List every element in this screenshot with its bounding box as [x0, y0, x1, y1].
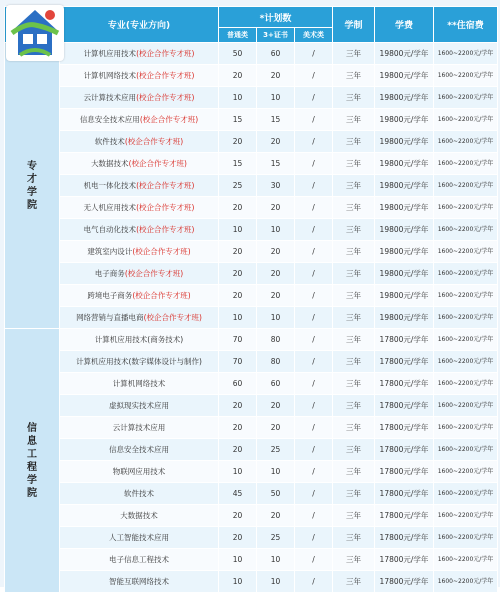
major-cell [60, 219, 219, 241]
table-row [5, 483, 498, 505]
dorm-fee-cell: 1600~2200元/学年 [434, 483, 498, 505]
major-name: 计算机网络技术 [83, 71, 137, 80]
dorm-fee-cell: 1600~2200元/学年 [434, 219, 498, 241]
plan-regular-cell: 10 [219, 307, 257, 329]
plan-3plus-cell: 20 [257, 505, 295, 527]
plan-regular-cell: 20 [219, 285, 257, 307]
table-row [5, 131, 498, 153]
table-row [5, 571, 498, 593]
plan-3plus-cell: 50 [257, 483, 295, 505]
years-cell: 三年 [333, 461, 375, 483]
plan-art-cell: / [295, 483, 333, 505]
tuition-cell: 17800元/学年 [375, 351, 434, 373]
plan-regular-cell: 20 [219, 505, 257, 527]
plan-3plus-cell: 10 [257, 571, 295, 593]
dorm-fee-cell: 1600~2200元/学年 [434, 549, 498, 571]
tuition-cell: 17800元/学年 [375, 329, 434, 351]
major-cell [60, 527, 219, 549]
header-system: 学制 [333, 7, 375, 43]
tuition-cell: 17800元/学年 [375, 439, 434, 461]
years-cell: 三年 [333, 219, 375, 241]
major-cell [60, 461, 219, 483]
major-cell [60, 395, 219, 417]
years-cell: 三年 [333, 417, 375, 439]
table-row [5, 505, 498, 527]
years-cell: 三年 [333, 373, 375, 395]
table-row [5, 439, 498, 461]
plan-art-cell: / [295, 219, 333, 241]
plan-regular-cell: 45 [219, 483, 257, 505]
plan-art-cell: / [295, 197, 333, 219]
tuition-cell: 17800元/学年 [375, 417, 434, 439]
major-cell [60, 373, 219, 395]
plan-3plus-cell: 20 [257, 241, 295, 263]
table-row [5, 241, 498, 263]
plan-art-cell: / [295, 571, 333, 593]
years-cell: 三年 [333, 571, 375, 593]
tuition-cell: 19800元/学年 [375, 219, 434, 241]
table-row [5, 461, 498, 483]
dorm-fee-cell: 1600~2200元/学年 [434, 65, 498, 87]
plan-art-cell: / [295, 109, 333, 131]
plan-art-cell: / [295, 395, 333, 417]
years-cell: 三年 [333, 307, 375, 329]
dorm-fee-cell: 1600~2200元/学年 [434, 395, 498, 417]
major-tag: (校企合作专才班) [143, 313, 202, 322]
plan-3plus-cell: 80 [257, 351, 295, 373]
major-cell [60, 483, 219, 505]
plan-art-cell: / [295, 461, 333, 483]
plan-3plus-cell: 20 [257, 65, 295, 87]
plan-art-cell: / [295, 241, 333, 263]
table-body [5, 43, 498, 593]
major-name: 建筑室内设计 [87, 247, 133, 256]
plan-3plus-cell: 15 [257, 109, 295, 131]
tuition-cell: 17800元/学年 [375, 527, 434, 549]
major-cell [60, 307, 219, 329]
plan-art-cell: / [295, 131, 333, 153]
college-cell [5, 329, 60, 593]
plan-3plus-cell: 30 [257, 175, 295, 197]
table-row [5, 175, 498, 197]
tuition-cell: 19800元/学年 [375, 109, 434, 131]
header-art: 美术类 [295, 28, 333, 43]
major-tag: (校企合作专才班) [136, 93, 195, 102]
years-cell: 三年 [333, 263, 375, 285]
major-cell [60, 285, 219, 307]
dorm-fee-cell: 1600~2200元/学年 [434, 87, 498, 109]
major-name: 大数据技术 [91, 159, 129, 168]
major-cell [60, 329, 219, 351]
plan-3plus-cell: 20 [257, 197, 295, 219]
years-cell: 三年 [333, 285, 375, 307]
plan-3plus-cell: 25 [257, 439, 295, 461]
header-regular: 普通类 [219, 28, 257, 43]
major-name: 云计算技术应用 [83, 93, 137, 102]
years-cell: 三年 [333, 395, 375, 417]
college-cell [5, 43, 60, 329]
plan-regular-cell: 70 [219, 351, 257, 373]
dorm-fee-cell: 1600~2200元/学年 [434, 175, 498, 197]
major-cell [60, 439, 219, 461]
plan-regular-cell: 10 [219, 219, 257, 241]
table-row [5, 263, 498, 285]
table-row [5, 43, 498, 65]
plan-regular-cell: 20 [219, 263, 257, 285]
header-plan: *计划数 [219, 7, 333, 28]
major-name: 智能互联网络技术 [109, 577, 169, 586]
plan-art-cell: / [295, 373, 333, 395]
tuition-cell: 19800元/学年 [375, 197, 434, 219]
plan-art-cell: / [295, 351, 333, 373]
major-cell [60, 241, 219, 263]
plan-regular-cell: 20 [219, 65, 257, 87]
table-row [5, 153, 498, 175]
table-row [5, 527, 498, 549]
major-tag: (校企合作专才班) [132, 291, 191, 300]
years-cell: 三年 [333, 505, 375, 527]
plan-regular-cell: 50 [219, 43, 257, 65]
major-name: 计算机应用技术(商务技术) [94, 335, 184, 344]
header-3plus: 3+证书 [257, 28, 295, 43]
tuition-cell: 17800元/学年 [375, 549, 434, 571]
plan-art-cell: / [295, 329, 333, 351]
plan-regular-cell: 15 [219, 109, 257, 131]
plan-regular-cell: 20 [219, 527, 257, 549]
plan-regular-cell: 10 [219, 549, 257, 571]
school-logo-icon [6, 5, 64, 61]
dorm-fee-cell: 1600~2200元/学年 [434, 373, 498, 395]
major-name: 网络营销与直播电商 [76, 313, 144, 322]
plan-3plus-cell: 80 [257, 329, 295, 351]
major-name: 跨境电子商务 [87, 291, 133, 300]
major-tag: (校企合作专才班) [132, 247, 191, 256]
plan-art-cell: / [295, 153, 333, 175]
dorm-fee-cell: 1600~2200元/学年 [434, 153, 498, 175]
plan-regular-cell: 10 [219, 571, 257, 593]
plan-art-cell: / [295, 527, 333, 549]
major-tag: (校企合作专才班) [124, 269, 184, 278]
table-row [5, 417, 498, 439]
major-tag: (校企合作专才班) [136, 225, 195, 234]
plan-3plus-cell: 20 [257, 417, 295, 439]
major-cell [60, 263, 219, 285]
major-name: 计算机网络技术 [112, 379, 166, 388]
table-row [5, 549, 498, 571]
plan-regular-cell: 25 [219, 175, 257, 197]
plan-3plus-cell: 20 [257, 395, 295, 417]
years-cell: 三年 [333, 241, 375, 263]
plan-art-cell: / [295, 263, 333, 285]
plan-regular-cell: 70 [219, 329, 257, 351]
plan-regular-cell: 10 [219, 87, 257, 109]
plan-3plus-cell: 20 [257, 131, 295, 153]
header-major: 专业(专业方向) [60, 7, 219, 43]
table-row [5, 329, 498, 351]
dorm-fee-cell: 1600~2200元/学年 [434, 241, 498, 263]
major-cell [60, 175, 219, 197]
years-cell: 三年 [333, 549, 375, 571]
major-cell [60, 197, 219, 219]
dorm-fee-cell: 1600~2200元/学年 [434, 417, 498, 439]
table-row [5, 351, 498, 373]
tuition-cell: 19800元/学年 [375, 87, 434, 109]
tuition-cell: 19800元/学年 [375, 131, 434, 153]
table-row [5, 197, 498, 219]
major-name: 云计算技术应用 [112, 423, 166, 432]
major-name: 信息安全技术应用 [79, 115, 140, 124]
plan-art-cell: / [295, 307, 333, 329]
table-row [5, 87, 498, 109]
major-cell [60, 43, 219, 65]
tuition-cell: 19800元/学年 [375, 307, 434, 329]
plan-regular-cell: 20 [219, 395, 257, 417]
plan-art-cell: / [295, 285, 333, 307]
table-row [5, 109, 498, 131]
header-tuition: 学费 [375, 7, 434, 43]
tuition-cell: 19800元/学年 [375, 263, 434, 285]
plan-3plus-cell: 60 [257, 43, 295, 65]
tuition-cell: 17800元/学年 [375, 373, 434, 395]
major-name: 电子信息工程技术 [109, 555, 169, 564]
major-tag: (校企合作专才班) [139, 115, 199, 124]
plan-regular-cell: 20 [219, 197, 257, 219]
tuition-cell: 17800元/学年 [375, 395, 434, 417]
plan-3plus-cell: 15 [257, 153, 295, 175]
years-cell: 三年 [333, 43, 375, 65]
dorm-fee-cell: 1600~2200元/学年 [434, 285, 498, 307]
major-name: 软件技术 [124, 489, 154, 498]
major-cell [60, 131, 219, 153]
dorm-fee-cell: 1600~2200元/学年 [434, 197, 498, 219]
dorm-fee-cell: 1600~2200元/学年 [434, 571, 498, 593]
major-name: 无人机应用技术 [83, 203, 137, 212]
years-cell: 三年 [333, 197, 375, 219]
plan-3plus-cell: 10 [257, 219, 295, 241]
years-cell: 三年 [333, 87, 375, 109]
plan-regular-cell: 20 [219, 417, 257, 439]
plan-3plus-cell: 10 [257, 307, 295, 329]
years-cell: 三年 [333, 65, 375, 87]
plan-3plus-cell: 25 [257, 527, 295, 549]
major-name: 大数据技术 [120, 511, 158, 520]
dorm-fee-cell: 1600~2200元/学年 [434, 329, 498, 351]
tuition-cell: 17800元/学年 [375, 571, 434, 593]
years-cell: 三年 [333, 351, 375, 373]
tuition-cell: 17800元/学年 [375, 483, 434, 505]
major-cell [60, 153, 219, 175]
header-dorm: **住宿费 [434, 7, 498, 43]
major-cell [60, 505, 219, 527]
plan-art-cell: / [295, 65, 333, 87]
years-cell: 三年 [333, 527, 375, 549]
dorm-fee-cell: 1600~2200元/学年 [434, 307, 498, 329]
dorm-fee-cell: 1600~2200元/学年 [434, 527, 498, 549]
years-cell: 三年 [333, 175, 375, 197]
tuition-cell: 17800元/学年 [375, 461, 434, 483]
plan-art-cell: / [295, 175, 333, 197]
plan-3plus-cell: 20 [257, 263, 295, 285]
major-name: 计算机应用技术(数字媒体设计与制作) [76, 357, 202, 366]
major-name: 信息安全技术应用 [109, 445, 169, 454]
tuition-cell: 19800元/学年 [375, 241, 434, 263]
years-cell: 三年 [333, 439, 375, 461]
plan-3plus-cell: 10 [257, 87, 295, 109]
tuition-cell: 19800元/学年 [375, 285, 434, 307]
plan-regular-cell: 15 [219, 153, 257, 175]
major-name: 物联网应用技术 [112, 467, 166, 476]
plan-3plus-cell: 60 [257, 373, 295, 395]
tuition-cell: 19800元/学年 [375, 175, 434, 197]
major-name: 电子商务 [94, 269, 125, 278]
dorm-fee-cell: 1600~2200元/学年 [434, 461, 498, 483]
major-cell [60, 109, 219, 131]
dorm-fee-cell: 1600~2200元/学年 [434, 351, 498, 373]
major-tag: (校企合作专才班) [128, 159, 187, 168]
plan-art-cell: / [295, 87, 333, 109]
years-cell: 三年 [333, 131, 375, 153]
major-tag: (校企合作专才班) [136, 49, 195, 58]
plan-art-cell: / [295, 505, 333, 527]
plan-regular-cell: 20 [219, 241, 257, 263]
plan-art-cell: / [295, 549, 333, 571]
years-cell: 三年 [333, 483, 375, 505]
tuition-cell: 19800元/学年 [375, 65, 434, 87]
plan-art-cell: / [295, 417, 333, 439]
major-cell [60, 351, 219, 373]
major-name: 软件技术 [94, 137, 125, 146]
major-tag: (校企合作专才班) [136, 203, 195, 212]
table-row [5, 285, 498, 307]
college-name: 信息工程学院 [27, 422, 37, 499]
table-row [5, 65, 498, 87]
table-row [5, 219, 498, 241]
plan-art-cell: / [295, 43, 333, 65]
tuition-cell: 19800元/学年 [375, 153, 434, 175]
plan-regular-cell: 20 [219, 439, 257, 461]
plan-regular-cell: 20 [219, 131, 257, 153]
table-row [5, 395, 498, 417]
tuition-cell: 17800元/学年 [375, 505, 434, 527]
dorm-fee-cell: 1600~2200元/学年 [434, 263, 498, 285]
college-name: 专才学院 [27, 160, 37, 211]
years-cell: 三年 [333, 109, 375, 131]
major-name: 机电一体化技术 [83, 181, 137, 190]
plan-3plus-cell: 20 [257, 285, 295, 307]
major-name: 人工智能技术应用 [109, 533, 169, 542]
plan-regular-cell: 60 [219, 373, 257, 395]
dorm-fee-cell: 1600~2200元/学年 [434, 439, 498, 461]
dorm-fee-cell: 1600~2200元/学年 [434, 109, 498, 131]
major-cell [60, 417, 219, 439]
major-cell [60, 549, 219, 571]
major-tag: (校企合作专才班) [124, 137, 184, 146]
tuition-cell: 19800元/学年 [375, 43, 434, 65]
major-name: 虚拟现实技术应用 [109, 401, 169, 410]
dorm-fee-cell: 1600~2200元/学年 [434, 43, 498, 65]
plan-art-cell: / [295, 439, 333, 461]
plan-3plus-cell: 10 [257, 461, 295, 483]
major-cell [60, 65, 219, 87]
major-cell [60, 87, 219, 109]
plan-regular-cell: 10 [219, 461, 257, 483]
table-row [5, 307, 498, 329]
table-row [5, 373, 498, 395]
plan-3plus-cell: 10 [257, 549, 295, 571]
years-cell: 三年 [333, 153, 375, 175]
major-cell [60, 571, 219, 593]
major-tag: (校企合作专才班) [136, 181, 195, 190]
enrollment-plan-table [4, 6, 498, 593]
major-name: 电气自动化技术 [83, 225, 137, 234]
dorm-fee-cell: 1600~2200元/学年 [434, 505, 498, 527]
major-tag: (校企合作专才班) [136, 71, 195, 80]
dorm-fee-cell: 1600~2200元/学年 [434, 131, 498, 153]
years-cell: 三年 [333, 329, 375, 351]
major-name: 计算机应用技术 [83, 49, 137, 58]
